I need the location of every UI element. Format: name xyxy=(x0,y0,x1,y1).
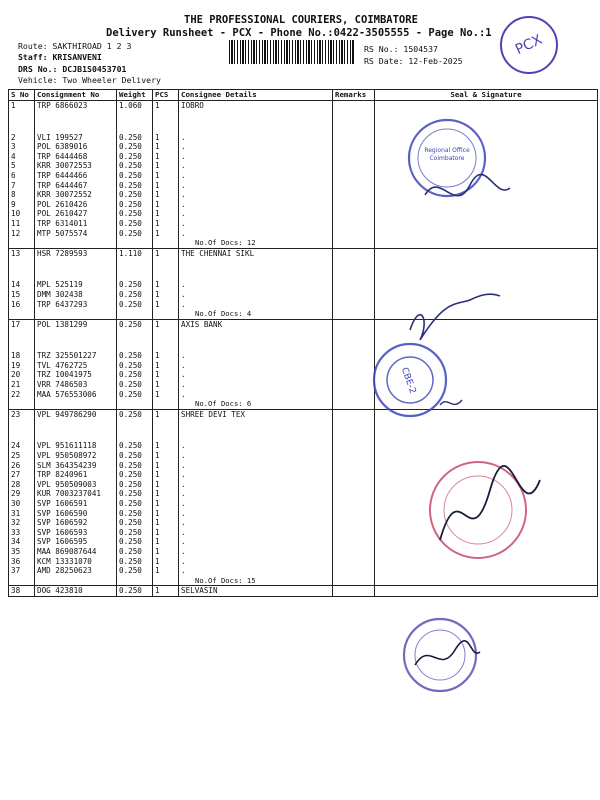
consignee-cell xyxy=(179,248,333,319)
cell-pcs: 1 xyxy=(155,142,160,152)
cell-pcs: 1 xyxy=(155,180,160,190)
cell-sno: 6 xyxy=(11,170,16,180)
cell-pcs: 1 xyxy=(155,508,160,518)
cell-wt: 0.250 xyxy=(119,556,142,566)
cell-pcs: 1 xyxy=(155,546,160,556)
cell-cn: TRP 8240961 xyxy=(37,470,88,480)
runsheet-subtitle: Delivery Runsheet - PCX - Phone No.:0422-3505555 - Page No.:1 xyxy=(106,27,492,39)
cell-sno: 22 xyxy=(11,389,21,399)
cell-cn: POL 1381299 xyxy=(37,319,88,329)
cell-sno: 5 xyxy=(11,161,16,171)
cell-sno: 21 xyxy=(11,380,21,390)
consignee-dot: . xyxy=(181,460,186,470)
cell-sno: 26 xyxy=(11,460,21,470)
cell-wt: 0.250 xyxy=(119,199,142,209)
cell-cn: MPL 525119 xyxy=(37,280,83,290)
consignee-dot: . xyxy=(181,546,186,556)
consignee-dot: . xyxy=(181,537,186,547)
cell-cn: TRP 6444467 xyxy=(37,180,88,190)
col-weight: Weight xyxy=(117,90,153,101)
cell-pcs: 1 xyxy=(155,248,160,258)
pcs-cell xyxy=(153,409,179,586)
cell-sno: 25 xyxy=(11,451,21,461)
cell-wt: 0.250 xyxy=(119,389,142,399)
weight-cell xyxy=(117,319,153,409)
cell-sno: 29 xyxy=(11,489,21,499)
consignee-name: THE CHENNAI SIKL xyxy=(181,248,255,258)
cell-pcs: 1 xyxy=(155,518,160,528)
docs-count: No.Of Docs: 6 xyxy=(195,399,252,409)
selvasin-seal xyxy=(404,619,480,691)
cell-wt: 0.250 xyxy=(119,586,142,596)
cell-cn: SLM 364354239 xyxy=(37,460,97,470)
cell-pcs: 1 xyxy=(155,101,160,110)
cell-wt: 0.250 xyxy=(119,499,142,508)
cell-pcs: 1 xyxy=(155,351,160,361)
cell-wt: 0.250 xyxy=(119,170,142,180)
pcs-cell xyxy=(153,319,179,409)
group-row xyxy=(9,319,598,409)
cell-sno: 24 xyxy=(11,441,21,451)
table-header xyxy=(9,90,598,101)
seal-cell xyxy=(375,248,598,319)
route-label: Route: SAKTHIROAD 1 2 3 xyxy=(18,41,132,51)
cell-wt: 0.250 xyxy=(119,218,142,228)
consignee-dot: . xyxy=(181,299,186,309)
consignee-dot: . xyxy=(181,489,186,499)
pcs-cell xyxy=(153,248,179,319)
cell-pcs: 1 xyxy=(155,409,160,419)
cell-wt: 0.250 xyxy=(119,151,142,161)
cell-wt: 0.250 xyxy=(119,161,142,171)
cell-sno: 14 xyxy=(11,280,21,290)
cell-cn: KUR 7003237041 xyxy=(37,489,102,499)
cell-wt: 1.110 xyxy=(119,248,142,258)
col-consignment: Consignment No xyxy=(35,90,117,101)
cell-cn: SVP 1606591 xyxy=(37,499,88,508)
cell-pcs: 1 xyxy=(155,161,160,171)
cell-pcs: 1 xyxy=(155,389,160,399)
svg-text:CBE-2: CBE-2 xyxy=(398,366,418,396)
consignee-dot: . xyxy=(181,470,186,480)
cell-cn: MAA 869087644 xyxy=(37,546,97,556)
cell-pcs: 1 xyxy=(155,170,160,180)
cell-wt: 0.250 xyxy=(119,228,142,238)
cell-pcs: 1 xyxy=(155,132,160,142)
cell-pcs: 1 xyxy=(155,289,160,299)
cell-cn: AMD 28250623 xyxy=(37,566,92,576)
cell-pcs: 1 xyxy=(155,199,160,209)
seal-cell xyxy=(375,101,598,249)
cell-wt: 0.250 xyxy=(119,537,142,547)
remarks-cell xyxy=(333,248,375,319)
cell-pcs: 1 xyxy=(155,319,160,329)
consignee-name: SELVASIN xyxy=(181,586,218,596)
weight-cell xyxy=(117,248,153,319)
group-row xyxy=(9,586,598,597)
cell-wt: 1.060 xyxy=(119,101,142,110)
cell-cn: VPL 950508972 xyxy=(37,451,97,461)
pcx-stamp xyxy=(500,16,558,74)
cell-pcs: 1 xyxy=(155,527,160,537)
consignee-dot: . xyxy=(181,142,186,152)
consignee-name: SHREE DEVI TEX xyxy=(181,409,246,419)
col-consignee: Consignee Details xyxy=(179,90,333,101)
group-row xyxy=(9,248,598,319)
pcs-cell xyxy=(153,586,179,597)
cell-wt: 0.250 xyxy=(119,299,142,309)
cell-wt: 0.250 xyxy=(119,508,142,518)
consignee-dot: . xyxy=(181,228,186,238)
cell-pcs: 1 xyxy=(155,489,160,499)
sno-cell xyxy=(9,319,35,409)
consignment-cell xyxy=(35,248,117,319)
cell-wt: 0.250 xyxy=(119,470,142,480)
cell-sno: 35 xyxy=(11,546,21,556)
cell-pcs: 1 xyxy=(155,460,160,470)
consignee-dot: . xyxy=(181,527,186,537)
cell-cn: VRR 7486503 xyxy=(37,380,88,390)
cell-pcs: 1 xyxy=(155,360,160,370)
group-row xyxy=(9,409,598,586)
cell-cn: KRR 30072553 xyxy=(37,161,92,171)
cell-cn: TRP 6444468 xyxy=(37,151,88,161)
cell-pcs: 1 xyxy=(155,370,160,380)
cell-pcs: 1 xyxy=(155,190,160,200)
cell-pcs: 1 xyxy=(155,451,160,461)
cell-sno: 10 xyxy=(11,209,21,219)
cell-sno: 2 xyxy=(11,132,16,142)
cell-cn: TRP 6444466 xyxy=(37,170,88,180)
weight-cell xyxy=(117,101,153,249)
cell-wt: 0.250 xyxy=(119,380,142,390)
cell-wt: 0.250 xyxy=(119,518,142,528)
consignee-dot: . xyxy=(181,360,186,370)
cell-cn: SVP 1606590 xyxy=(37,508,88,518)
consignee-dot: . xyxy=(181,370,186,380)
sno-cell xyxy=(9,586,35,597)
cell-cn: TRP 6437293 xyxy=(37,299,88,309)
cell-sno: 1 xyxy=(11,101,16,110)
cell-wt: 0.250 xyxy=(119,451,142,461)
seal-cell xyxy=(375,319,598,409)
consignee-dot: . xyxy=(181,518,186,528)
remarks-cell xyxy=(333,409,375,586)
cell-sno: 28 xyxy=(11,479,21,489)
cell-sno: 31 xyxy=(11,508,21,518)
cell-pcs: 1 xyxy=(155,470,160,480)
cell-cn: DOG 423810 xyxy=(37,586,83,596)
consignee-dot: . xyxy=(181,556,186,566)
consignee-cell xyxy=(179,101,333,249)
runsheet-table xyxy=(8,89,598,597)
cell-wt: 0.250 xyxy=(119,409,142,419)
vehicle-label: Vehicle: Two Wheeler Delivery xyxy=(18,75,161,85)
cell-sno: 34 xyxy=(11,537,21,547)
consignee-dot: . xyxy=(181,132,186,142)
cell-cn: DMM 302438 xyxy=(37,289,83,299)
consignee-dot: . xyxy=(181,351,186,361)
cell-wt: 0.250 xyxy=(119,142,142,152)
consignee-dot: . xyxy=(181,508,186,518)
cell-pcs: 1 xyxy=(155,218,160,228)
remarks-cell xyxy=(333,319,375,409)
cell-sno: 8 xyxy=(11,190,16,200)
cell-sno: 3 xyxy=(11,142,16,152)
company-title: THE PROFESSIONAL COURIERS, COIMBATORE xyxy=(184,14,418,26)
cell-wt: 0.250 xyxy=(119,546,142,556)
cell-pcs: 1 xyxy=(155,151,160,161)
cell-wt: 0.250 xyxy=(119,460,142,470)
consignee-dot: . xyxy=(181,499,186,508)
barcode xyxy=(229,40,354,64)
consignee-dot: . xyxy=(181,479,186,489)
consignee-dot: . xyxy=(181,161,186,171)
cell-wt: 0.250 xyxy=(119,441,142,451)
sno-cell xyxy=(9,101,35,249)
consignee-dot: . xyxy=(181,180,186,190)
cell-sno: 30 xyxy=(11,499,21,508)
consignment-cell xyxy=(35,409,117,586)
cell-pcs: 1 xyxy=(155,499,160,508)
cell-cn: TRP 6314011 xyxy=(37,218,88,228)
cell-wt: 0.250 xyxy=(119,180,142,190)
cell-cn: POL 2610427 xyxy=(37,209,88,219)
cell-pcs: 1 xyxy=(155,537,160,547)
cell-pcs: 1 xyxy=(155,566,160,576)
cell-wt: 0.250 xyxy=(119,209,142,219)
cell-sno: 38 xyxy=(11,586,21,596)
consignee-dot: . xyxy=(181,170,186,180)
consignee-dot: . xyxy=(181,451,186,461)
drs-number: DRS No.: DCJB1S0453701 xyxy=(18,64,127,74)
consignee-cell xyxy=(179,409,333,586)
cell-wt: 0.250 xyxy=(119,370,142,380)
consignee-name: IOBRO xyxy=(181,101,204,110)
cell-wt: 0.250 xyxy=(119,190,142,200)
consignee-name: AXIS BANK xyxy=(181,319,223,329)
cell-wt: 0.250 xyxy=(119,566,142,576)
cell-wt: 0.250 xyxy=(119,527,142,537)
cell-cn: SVP 1606593 xyxy=(37,527,88,537)
cell-cn: MAA 576553006 xyxy=(37,389,97,399)
cell-wt: 0.250 xyxy=(119,351,142,361)
remarks-cell xyxy=(333,101,375,249)
sno-cell xyxy=(9,409,35,586)
cell-cn: KCM 13331070 xyxy=(37,556,92,566)
col-sno: S No xyxy=(9,90,35,101)
cell-sno: 7 xyxy=(11,180,16,190)
consignee-dot: . xyxy=(181,218,186,228)
weight-cell xyxy=(117,409,153,586)
cell-cn: KRR 30072552 xyxy=(37,190,92,200)
cell-sno: 27 xyxy=(11,470,21,480)
cell-cn: TRZ 325501227 xyxy=(37,351,97,361)
weight-cell xyxy=(117,586,153,597)
cell-cn: HSR 7289593 xyxy=(37,248,88,258)
staff-label: Staff: KRISANVENI xyxy=(18,52,102,62)
consignee-dot: . xyxy=(181,380,186,390)
cell-pcs: 1 xyxy=(155,441,160,451)
cell-pcs: 1 xyxy=(155,228,160,238)
cell-sno: 16 xyxy=(11,299,21,309)
consignee-dot: . xyxy=(181,441,186,451)
cell-wt: 0.250 xyxy=(119,280,142,290)
cell-cn: SVP 1606592 xyxy=(37,518,88,528)
consignee-cell xyxy=(179,319,333,409)
cell-pcs: 1 xyxy=(155,280,160,290)
cell-sno: 32 xyxy=(11,518,21,528)
cell-sno: 15 xyxy=(11,289,21,299)
consignee-dot: . xyxy=(181,280,186,290)
consignment-cell xyxy=(35,586,117,597)
docs-count: No.Of Docs: 12 xyxy=(195,238,256,248)
cell-cn: TRZ 10041975 xyxy=(37,370,92,380)
remarks-cell xyxy=(333,586,375,597)
cell-sno: 19 xyxy=(11,360,21,370)
consignee-dot: . xyxy=(181,190,186,200)
cell-sno: 20 xyxy=(11,370,21,380)
cell-cn: TVL 4762725 xyxy=(37,360,88,370)
cell-pcs: 1 xyxy=(155,556,160,566)
cell-sno: 9 xyxy=(11,199,16,209)
cell-wt: 0.250 xyxy=(119,132,142,142)
cell-cn: VPL 949786290 xyxy=(37,409,97,419)
cell-sno: 36 xyxy=(11,556,21,566)
consignee-dot: . xyxy=(181,199,186,209)
sno-cell xyxy=(9,248,35,319)
cell-cn: TRP 6866023 xyxy=(37,101,88,110)
col-remarks: Remarks xyxy=(333,90,375,101)
cell-wt: 0.250 xyxy=(119,319,142,329)
cell-pcs: 1 xyxy=(155,479,160,489)
cell-sno: 13 xyxy=(11,248,21,258)
consignee-cell xyxy=(179,586,333,597)
cell-sno: 37 xyxy=(11,566,21,576)
consignment-cell xyxy=(35,101,117,249)
cell-cn: SVP 1606595 xyxy=(37,537,88,547)
seal-cell xyxy=(375,409,598,586)
cell-cn: VPL 951611118 xyxy=(37,441,97,451)
cell-cn: VPL 950509003 xyxy=(37,479,97,489)
cell-pcs: 1 xyxy=(155,299,160,309)
docs-count: No.Of Docs: 4 xyxy=(195,309,252,319)
cell-sno: 23 xyxy=(11,409,21,419)
consignee-dot: . xyxy=(181,566,186,576)
cell-sno: 18 xyxy=(11,351,21,361)
pcx-stamp-text: PCX xyxy=(513,31,545,59)
consignee-dot: . xyxy=(181,289,186,299)
cell-wt: 0.250 xyxy=(119,289,142,299)
cell-pcs: 1 xyxy=(155,209,160,219)
seal-cell xyxy=(375,586,598,597)
cell-sno: 12 xyxy=(11,228,21,238)
cell-pcs: 1 xyxy=(155,380,160,390)
cell-sno: 33 xyxy=(11,527,21,537)
col-seal: Seal & Signature xyxy=(375,90,598,101)
cell-wt: 0.250 xyxy=(119,360,142,370)
cell-wt: 0.250 xyxy=(119,489,142,499)
col-pcs: PCS xyxy=(153,90,179,101)
cell-sno: 4 xyxy=(11,151,16,161)
cell-cn: MTP 5075574 xyxy=(37,228,88,238)
cell-cn: VLI 199527 xyxy=(37,132,83,142)
cell-sno: 17 xyxy=(11,319,21,329)
consignee-dot: . xyxy=(181,209,186,219)
docs-count: No.Of Docs: 15 xyxy=(195,575,256,585)
cell-pcs: 1 xyxy=(155,586,160,596)
cell-cn: POL 2610426 xyxy=(37,199,88,209)
consignee-dot: . xyxy=(181,389,186,399)
svg-text:Regional Office: Regional Office xyxy=(424,147,470,154)
cell-wt: 0.250 xyxy=(119,479,142,489)
rs-date: RS Date: 12-Feb-2025 xyxy=(364,56,463,66)
consignee-dot: . xyxy=(181,151,186,161)
cell-cn: POL 6389016 xyxy=(37,142,88,152)
pcs-cell xyxy=(153,101,179,249)
rs-number: RS No.: 1504537 xyxy=(364,44,438,54)
svg-text:Coimbatore: Coimbatore xyxy=(429,155,465,162)
cell-sno: 11 xyxy=(11,218,21,228)
group-row xyxy=(9,101,598,249)
consignment-cell xyxy=(35,319,117,409)
